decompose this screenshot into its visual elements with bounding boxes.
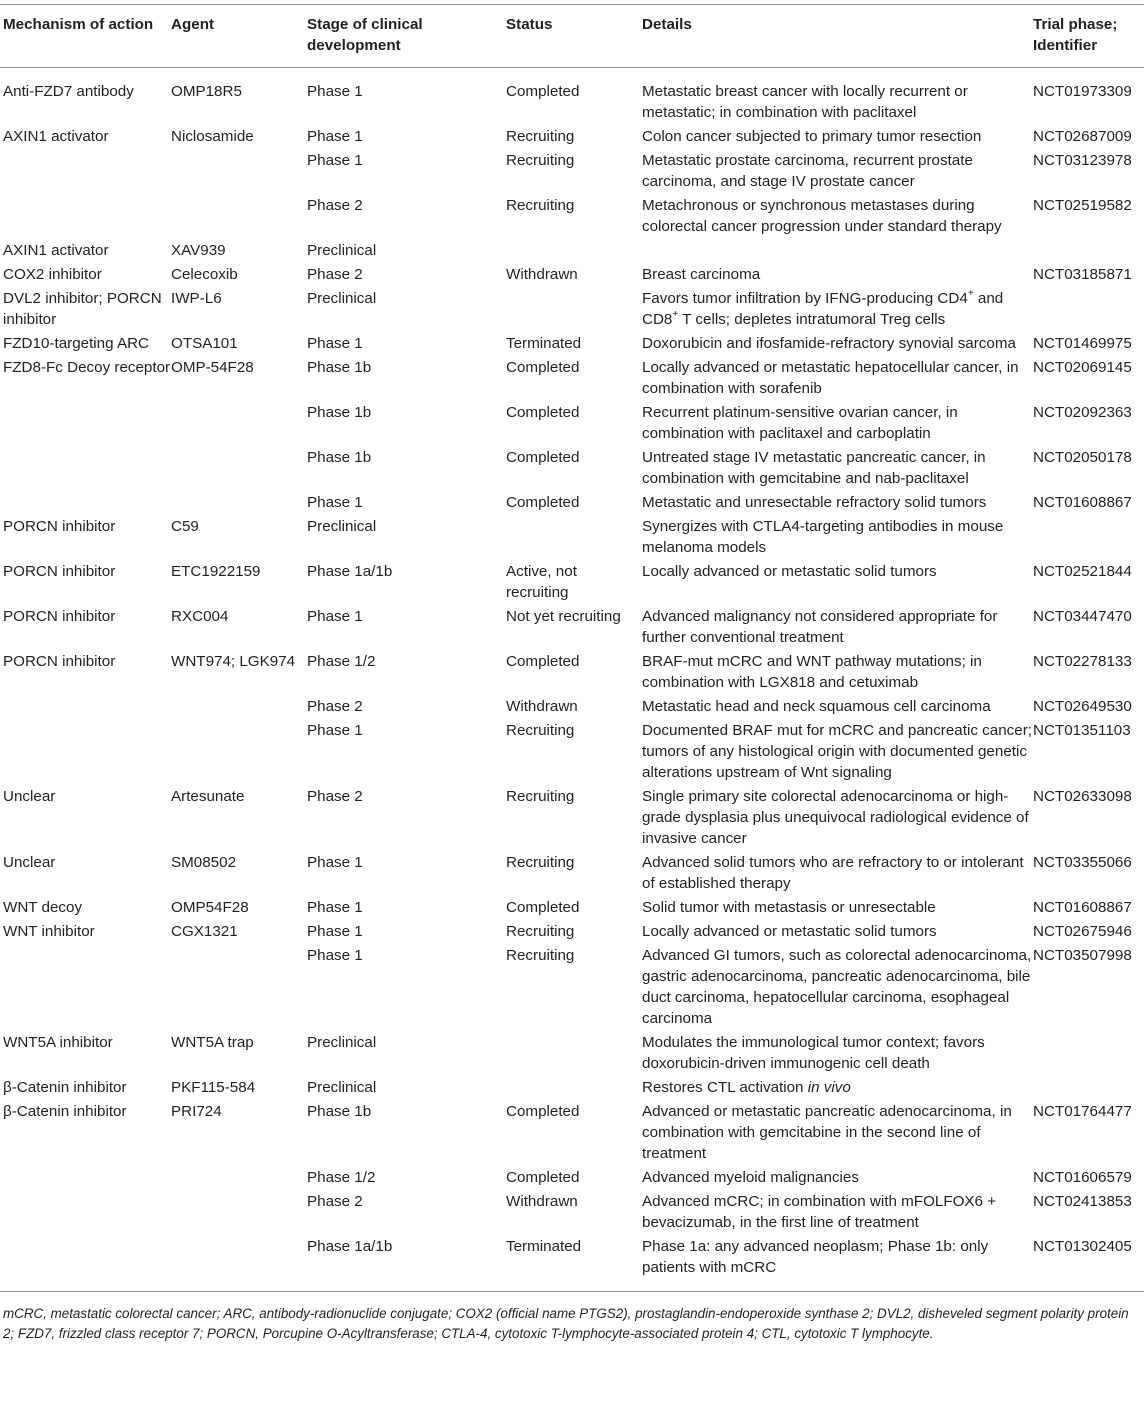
agent-cell: OMP-54F28 [171,359,254,376]
status-cell: Terminated [506,1238,582,1255]
mechanism-cell: Unclear [3,788,56,805]
details-cell: Untreated stage IV metastatic pancreatic cancer, in combination with gemcitabine and nab-paclitaxel [642,449,986,487]
identifier-cell: NCT02069145 [1033,359,1132,376]
agent-cell [171,1235,307,1292]
stage-cell: Phase 1 [307,722,363,739]
mechanism-cell: Anti-FZD7 antibody [3,83,134,100]
agent-cell: Niclosamide [171,128,254,145]
stage-cell: Phase 1 [307,899,363,916]
table-row [0,1076,1144,1100]
identifier-cell: NCT03123978 [1033,152,1132,169]
details-cell: Advanced mCRC; in combination with mFOLFOX6 + bevacizumab, in the first line of treatment [642,1193,997,1231]
status-cell: Terminated [506,335,582,352]
status-cell [506,287,642,332]
stage-cell: Phase 1 [307,854,363,871]
status-cell: Withdrawn [506,698,578,715]
details-cell: Metachronous or synchronous metastases during colorectal cancer progression under standard therapy [642,197,1002,235]
mechanism-cell [0,401,171,446]
stage-cell: Phase 2 [307,197,363,214]
table-row [0,491,1144,515]
column-header-mechanism: Mechanism of action [3,16,154,33]
identifier-cell: NCT03447470 [1033,608,1132,625]
stage-cell: Preclinical [307,290,377,307]
identifier-cell: NCT02278133 [1033,653,1132,670]
table-row [0,401,1144,446]
stage-cell: Phase 1a/1b [307,1238,393,1255]
table-footnote: mCRC, metastatic colorectal cancer; ARC, antibody-radionuclide conjugate; COX2 (official name PTGS2), prostaglandin-endoperoxide synthase 2; DVL2, disheveled segment polarity protein 2; FZD7, frizzled class receptor 7; PORCN, Porcupine O-Acyltransferase; CTLA-4, cytotoxic T-lymphocyte-associated protein 4; CTL, cytotoxic T lymphocyte. [3,1306,1129,1341]
details-cell: BRAF-mut mCRC and WNT pathway mutations; in combination with LGX818 and cetuximab [642,653,982,691]
identifier-cell: NCT01973309 [1033,83,1132,100]
stage-cell: Phase 2 [307,1193,363,1210]
agent-cell: WNT974; LGK974 [171,653,296,670]
identifier-cell: NCT02633098 [1033,788,1132,805]
agent-cell: XAV939 [171,242,226,259]
stage-cell: Phase 1/2 [307,1169,376,1186]
table-row [0,356,1144,401]
details-cell: Metastatic and unresectable refractory solid tumors [642,494,987,511]
identifier-cell: NCT02413853 [1033,1193,1132,1210]
table-row [0,560,1144,605]
details-cell [642,1076,1033,1100]
column-header-status: Status [506,16,553,33]
status-cell: Recruiting [506,947,575,964]
status-cell: Not yet recruiting [506,608,621,625]
mechanism-cell [0,1235,171,1292]
details-cell: Metastatic prostate carcinoma, recurrent prostate carcinoma, and stage IV prostate cancer [642,152,973,190]
mechanism-cell [0,695,171,719]
stage-cell: Phase 2 [307,698,363,715]
agent-cell: IWP-L6 [171,290,222,307]
identifier-cell: NCT02687009 [1033,128,1132,145]
stage-cell: Preclinical [307,1034,377,1051]
table-row [0,785,1144,851]
mechanism-cell: WNT inhibitor [3,923,95,940]
status-cell: Recruiting [506,152,575,169]
table-row [0,1031,1144,1076]
table-row [0,1235,1144,1292]
status-cell: Completed [506,359,580,376]
status-cell: Completed [506,494,580,511]
details-cell [642,287,1033,332]
mechanism-cell [0,194,171,239]
details-text-part: and CD8 [642,290,1004,328]
superscript-plus: + [672,308,679,320]
details-cell [642,239,1033,263]
stage-cell: Phase 1 [307,83,363,100]
superscript-plus: + [967,287,974,299]
mechanism-cell [0,719,171,785]
header-row [0,5,1144,68]
stage-cell: Preclinical [307,242,377,259]
identifier-cell [1033,515,1144,560]
table-row [0,920,1144,944]
table-row [0,695,1144,719]
identifier-cell: NCT02092363 [1033,404,1132,421]
table-row [0,239,1144,263]
clinical-trials-table [0,4,1144,1292]
agent-cell: RXC004 [171,608,229,625]
mechanism-cell: PORCN inhibitor [3,608,116,625]
details-text-part: Favors tumor infiltration by IFNG-producing CD4 [642,290,968,307]
stage-cell: Phase 2 [307,266,363,283]
stage-cell: Preclinical [307,518,377,535]
details-cell: Doxorubicin and ifosfamide-refractory synovial sarcoma [642,335,1016,352]
agent-cell: OTSA101 [171,335,238,352]
agent-cell: ETC1922159 [171,563,261,580]
identifier-cell: NCT02519582 [1033,197,1132,214]
table-row [0,1190,1144,1235]
mechanism-cell [0,944,171,1031]
status-cell: Recruiting [506,923,575,940]
status-cell: Active, not recruiting [506,563,577,601]
stage-cell: Phase 1b [307,359,372,376]
agent-cell: PKF115-584 [171,1079,256,1096]
agent-cell: Artesunate [171,788,245,805]
details-cell: Documented BRAF mut for mCRC and pancreatic cancer; tumors of any histological origin with documented genetic alterations upstream of Wnt signaling [642,722,1032,781]
details-cell: Advanced malignancy not considered appropriate for further conventional treatment [642,608,998,646]
status-cell: Completed [506,1103,580,1120]
status-cell [506,515,642,560]
status-cell [506,1076,642,1100]
table-row [0,896,1144,920]
agent-cell [171,446,307,491]
status-cell [506,239,642,263]
status-cell: Recruiting [506,722,575,739]
mechanism-cell: COX2 inhibitor [3,266,102,283]
agent-cell [171,944,307,1031]
agent-cell [171,695,307,719]
details-cell: Locally advanced or metastatic solid tumors [642,563,937,580]
stage-cell: Phase 1 [307,335,363,352]
table-row [0,515,1144,560]
identifier-cell: NCT03185871 [1033,266,1132,283]
mechanism-cell: PORCN inhibitor [3,653,116,670]
status-cell: Recruiting [506,788,575,805]
details-cell: Solid tumor with metastasis or unresectable [642,899,936,916]
stage-cell: Phase 1b [307,404,372,421]
status-cell: Completed [506,653,580,670]
stage-cell: Phase 1a/1b [307,563,393,580]
status-cell: Completed [506,404,580,421]
agent-cell [171,149,307,194]
status-cell: Recruiting [506,128,575,145]
table-row [0,287,1144,332]
identifier-cell: NCT01606579 [1033,1169,1132,1186]
table-header [0,5,1144,68]
column-header-identifier: Trial phase; Identifier [1033,16,1118,54]
agent-cell [171,719,307,785]
identifier-cell: NCT01302405 [1033,1238,1132,1255]
mechanism-cell: FZD8-Fc Decoy receptor [3,359,171,376]
agent-cell [171,401,307,446]
details-cell: Breast carcinoma [642,266,761,283]
column-header-stage: Stage of clinical development [307,16,423,54]
details-cell: Advanced or metastatic pancreatic adenocarcinoma, in combination with gemcitabine in the second line of treatment [642,1103,1012,1162]
details-text-part: T cells; depletes intratumoral Treg cells [678,311,946,328]
table-row [0,332,1144,356]
stage-cell: Phase 1b [307,1103,372,1120]
table-row [0,194,1144,239]
status-cell: Completed [506,449,580,466]
details-cell: Metastatic head and neck squamous cell carcinoma [642,698,991,715]
stage-cell: Phase 1 [307,152,363,169]
identifier-cell: NCT01608867 [1033,494,1132,511]
stage-cell: Phase 1/2 [307,653,376,670]
details-cell: Advanced solid tumors who are refractory to or intolerant of established therapy [642,854,1024,892]
details-cell: Advanced myeloid malignancies [642,1169,859,1186]
status-cell: Completed [506,899,580,916]
identifier-cell [1033,1031,1144,1076]
agent-cell: Celecoxib [171,266,238,283]
agent-cell: PRI724 [171,1103,222,1120]
mechanism-cell: DVL2 inhibitor; PORCN inhibitor [3,290,162,328]
identifier-cell: NCT02521844 [1033,563,1132,580]
table-row [0,944,1144,1031]
agent-cell: WNT5A trap [171,1034,254,1051]
mechanism-cell: WNT decoy [3,899,83,916]
mechanism-cell: FZD10-targeting ARC [3,335,150,352]
details-cell: Phase 1a: any advanced neoplasm; Phase 1b: only patients with mCRC [642,1238,989,1276]
column-header-agent: Agent [171,16,215,33]
table-row [0,851,1144,896]
table-row [0,1166,1144,1190]
mechanism-cell [0,149,171,194]
table-row [0,650,1144,695]
identifier-cell [1033,287,1144,332]
agent-cell [171,194,307,239]
table-row [0,1100,1144,1166]
status-cell: Withdrawn [506,1193,578,1210]
details-cell: Metastatic breast cancer with locally recurrent or metastatic; in combination with paclitaxel [642,83,968,121]
stage-cell: Phase 1 [307,947,363,964]
identifier-cell: NCT01469975 [1033,335,1132,352]
table-row [0,605,1144,650]
status-cell: Recruiting [506,854,575,871]
status-cell [506,1031,642,1076]
identifier-cell [1033,1076,1144,1100]
identifier-cell [1033,239,1144,263]
status-cell: Recruiting [506,197,575,214]
details-cell: Synergizes with CTLA4-targeting antibodies in mouse melanoma models [642,518,1004,556]
stage-cell: Phase 1b [307,449,372,466]
mechanism-cell: Unclear [3,854,56,871]
italic-text: in vivo [807,1079,851,1096]
agent-cell [171,1166,307,1190]
agent-cell: OMP18R5 [171,83,242,100]
details-cell: Recurrent platinum-sensitive ovarian cancer, in combination with paclitaxel and carboplatin [642,404,958,442]
details-cell: Advanced GI tumors, such as colorectal adenocarcinoma, gastric adenocarcinoma, pancreatic adenocarcinoma, bile duct carcinoma, hepatocellular carcinoma, esophageal carcinoma [642,947,1032,1027]
stage-cell: Phase 1 [307,494,363,511]
agent-cell: CGX1321 [171,923,238,940]
agent-cell: C59 [171,518,199,535]
stage-cell: Phase 1 [307,608,363,625]
details-cell: Modulates the immunological tumor context; favors doxorubicin-driven immunogenic cell death [642,1034,985,1072]
mechanism-cell: PORCN inhibitor [3,518,116,535]
mechanism-cell [0,1166,171,1190]
stage-cell: Phase 2 [307,788,363,805]
identifier-cell: NCT01764477 [1033,1103,1132,1120]
mechanism-cell: PORCN inhibitor [3,563,116,580]
identifier-cell: NCT01608867 [1033,899,1132,916]
column-header-details: Details [642,16,692,33]
mechanism-cell: WNT5A inhibitor [3,1034,113,1051]
table-row [0,68,1144,126]
table-body [0,68,1144,1292]
mechanism-cell: AXIN1 activator [3,128,109,145]
status-cell: Withdrawn [506,266,578,283]
status-cell: Completed [506,1169,580,1186]
agent-cell: SM08502 [171,854,237,871]
mechanism-cell: AXIN1 activator [3,242,109,259]
table-row [0,125,1144,149]
details-cell: Locally advanced or metastatic hepatocellular cancer, in combination with sorafenib [642,359,1019,397]
identifier-cell: NCT02050178 [1033,449,1132,466]
identifier-cell: NCT01351103 [1033,722,1131,739]
details-text-part: Restores CTL activation [642,1079,808,1096]
stage-cell: Phase 1 [307,128,363,145]
stage-cell: Phase 1 [307,923,363,940]
stage-cell: Preclinical [307,1079,377,1096]
table-row [0,263,1144,287]
details-cell: Locally advanced or metastatic solid tumors [642,923,937,940]
identifier-cell: NCT03355066 [1033,854,1132,871]
status-cell: Completed [506,83,580,100]
agent-cell [171,1190,307,1235]
agent-cell: OMP54F28 [171,899,249,916]
table-row [0,719,1144,785]
identifier-cell: NCT02649530 [1033,698,1132,715]
mechanism-cell [0,446,171,491]
details-cell: Colon cancer subjected to primary tumor resection [642,128,982,145]
table-row [0,446,1144,491]
agent-cell [171,491,307,515]
details-cell: Single primary site colorectal adenocarcinoma or high-grade dysplasia plus unequivocal radiological evidence of invasive cancer [642,788,1029,847]
identifier-cell: NCT02675946 [1033,923,1132,940]
mechanism-cell [0,1190,171,1235]
mechanism-cell: β-Catenin inhibitor [3,1103,127,1120]
table-row [0,149,1144,194]
mechanism-cell [0,491,171,515]
mechanism-cell: β-Catenin inhibitor [3,1079,127,1096]
identifier-cell: NCT03507998 [1033,947,1132,964]
